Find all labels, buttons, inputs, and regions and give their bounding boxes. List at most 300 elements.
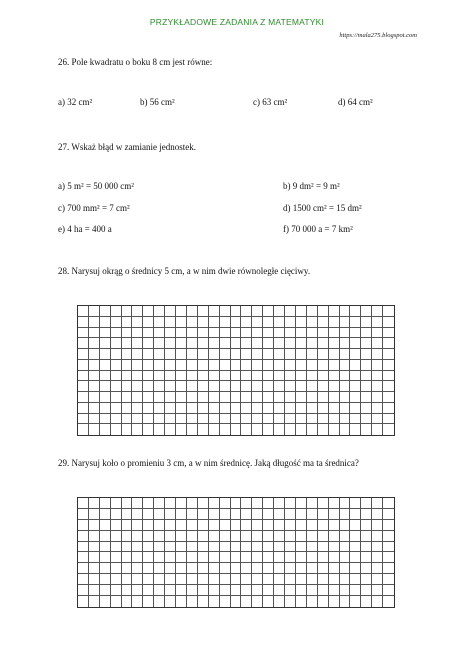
grid-cell bbox=[111, 542, 122, 553]
grid-cell bbox=[350, 509, 361, 520]
grid-cell bbox=[143, 552, 154, 563]
grid-cell bbox=[340, 349, 351, 360]
grid-cell bbox=[350, 531, 361, 542]
grid-cell bbox=[383, 563, 394, 574]
grid-cell bbox=[285, 552, 296, 563]
grid-cell bbox=[78, 392, 89, 403]
grid-cell bbox=[111, 574, 122, 585]
grid-cell bbox=[154, 563, 165, 574]
grid-cell bbox=[329, 360, 340, 371]
grid-cell bbox=[111, 403, 122, 414]
grid-cell bbox=[187, 520, 198, 531]
grid-cell bbox=[154, 381, 165, 392]
grid-cell bbox=[132, 542, 143, 553]
grid-cell bbox=[329, 349, 340, 360]
grid-cell bbox=[252, 349, 263, 360]
grid-cell bbox=[176, 542, 187, 553]
grid-cell bbox=[340, 574, 351, 585]
grid-cell bbox=[154, 317, 165, 328]
drawing-grid-q29[interactable] bbox=[77, 497, 395, 608]
q27-answer-d: d) 1500 cm² = 15 dm² bbox=[283, 203, 362, 213]
grid-cell bbox=[231, 349, 242, 360]
grid-cell bbox=[307, 360, 318, 371]
grid-cell bbox=[176, 414, 187, 425]
grid-cell bbox=[274, 414, 285, 425]
grid-cell bbox=[350, 349, 361, 360]
question-26-title: 26. Pole kwadratu o boku 8 cm jest równe: bbox=[58, 57, 213, 67]
grid-cell bbox=[296, 360, 307, 371]
grid-cell bbox=[176, 596, 187, 607]
grid-cell bbox=[329, 531, 340, 542]
grid-cell bbox=[209, 574, 220, 585]
grid-cell bbox=[241, 392, 252, 403]
grid-cell bbox=[187, 392, 198, 403]
grid-cell bbox=[252, 520, 263, 531]
grid-cell bbox=[143, 403, 154, 414]
grid-cell bbox=[122, 574, 133, 585]
grid-cell bbox=[241, 585, 252, 596]
grid-cell bbox=[361, 596, 372, 607]
grid-cell bbox=[274, 381, 285, 392]
grid-cell bbox=[187, 328, 198, 339]
grid-cell bbox=[132, 371, 143, 382]
grid-cell bbox=[78, 552, 89, 563]
grid-cell bbox=[350, 328, 361, 339]
grid-cell bbox=[132, 520, 143, 531]
grid-cell bbox=[307, 531, 318, 542]
grid-cell bbox=[143, 360, 154, 371]
grid-cell bbox=[154, 414, 165, 425]
grid-cell bbox=[78, 360, 89, 371]
grid-cell bbox=[209, 542, 220, 553]
grid-cell bbox=[154, 531, 165, 542]
grid-cell bbox=[165, 338, 176, 349]
grid-cell bbox=[111, 317, 122, 328]
grid-cell bbox=[296, 585, 307, 596]
q26-answer-c: c) 63 cm² bbox=[253, 97, 288, 107]
grid-cell bbox=[132, 498, 143, 509]
grid-cell bbox=[198, 574, 209, 585]
grid-cell bbox=[372, 585, 383, 596]
grid-cell bbox=[154, 306, 165, 317]
grid-cell bbox=[274, 498, 285, 509]
grid-cell bbox=[263, 596, 274, 607]
q26-answer-a: a) 32 cm² bbox=[58, 97, 93, 107]
drawing-grid-q28[interactable] bbox=[77, 305, 395, 436]
grid-cell bbox=[252, 328, 263, 339]
grid-cell bbox=[176, 552, 187, 563]
grid-cell bbox=[78, 371, 89, 382]
grid-cell bbox=[89, 552, 100, 563]
grid-cell bbox=[143, 531, 154, 542]
grid-cell bbox=[154, 596, 165, 607]
grid-cell bbox=[241, 403, 252, 414]
grid-cell bbox=[318, 371, 329, 382]
grid-cell bbox=[176, 531, 187, 542]
grid-cell bbox=[165, 585, 176, 596]
grid-cell bbox=[143, 392, 154, 403]
grid-cell bbox=[329, 596, 340, 607]
grid-cell bbox=[209, 520, 220, 531]
grid-cell bbox=[329, 585, 340, 596]
grid-cell bbox=[329, 306, 340, 317]
grid-cell bbox=[198, 403, 209, 414]
grid-cell bbox=[187, 338, 198, 349]
grid-cell bbox=[78, 381, 89, 392]
grid-cell bbox=[274, 531, 285, 542]
grid-cell bbox=[209, 403, 220, 414]
grid-cell bbox=[241, 371, 252, 382]
grid-cell bbox=[89, 574, 100, 585]
grid-cell bbox=[263, 509, 274, 520]
grid-cell bbox=[89, 403, 100, 414]
grid-cell bbox=[241, 520, 252, 531]
grid-cell bbox=[372, 317, 383, 328]
grid-cell bbox=[252, 509, 263, 520]
grid-cell bbox=[361, 338, 372, 349]
grid-cell bbox=[176, 424, 187, 435]
grid-cell bbox=[263, 542, 274, 553]
grid-cell bbox=[318, 552, 329, 563]
grid-cell bbox=[122, 552, 133, 563]
grid-cell bbox=[350, 371, 361, 382]
grid-cell bbox=[329, 509, 340, 520]
grid-cell bbox=[296, 563, 307, 574]
grid-cell bbox=[296, 520, 307, 531]
grid-cell bbox=[383, 338, 394, 349]
grid-cell bbox=[383, 360, 394, 371]
grid-cell bbox=[165, 306, 176, 317]
grid-cell bbox=[187, 349, 198, 360]
grid-cell bbox=[372, 552, 383, 563]
grid-cell bbox=[340, 403, 351, 414]
grid-cell bbox=[383, 520, 394, 531]
grid-cell bbox=[89, 542, 100, 553]
grid-cell bbox=[154, 328, 165, 339]
grid-cell bbox=[187, 360, 198, 371]
grid-cell bbox=[220, 338, 231, 349]
grid-cell bbox=[350, 498, 361, 509]
grid-cell bbox=[350, 552, 361, 563]
grid-cell bbox=[187, 509, 198, 520]
grid-cell bbox=[231, 306, 242, 317]
grid-cell bbox=[187, 531, 198, 542]
grid-cell bbox=[241, 542, 252, 553]
grid-cell bbox=[383, 552, 394, 563]
grid-cell bbox=[296, 414, 307, 425]
grid-cell bbox=[383, 317, 394, 328]
grid-cell bbox=[111, 509, 122, 520]
grid-cell bbox=[340, 328, 351, 339]
grid-cell bbox=[285, 317, 296, 328]
grid-cell bbox=[143, 371, 154, 382]
grid-cell bbox=[220, 563, 231, 574]
grid-cell bbox=[361, 317, 372, 328]
grid-cell bbox=[198, 509, 209, 520]
grid-cell bbox=[220, 531, 231, 542]
grid-cell bbox=[274, 563, 285, 574]
grid-cell bbox=[111, 424, 122, 435]
grid-cell bbox=[318, 328, 329, 339]
grid-cell bbox=[307, 317, 318, 328]
grid-cell bbox=[329, 552, 340, 563]
grid-cell bbox=[318, 381, 329, 392]
grid-cell bbox=[198, 392, 209, 403]
grid-cell bbox=[187, 585, 198, 596]
grid-cell bbox=[296, 403, 307, 414]
grid-cell bbox=[143, 328, 154, 339]
grid-cell bbox=[296, 596, 307, 607]
grid-cell bbox=[285, 498, 296, 509]
grid-cell bbox=[372, 424, 383, 435]
grid-cell bbox=[285, 349, 296, 360]
grid-cell bbox=[111, 392, 122, 403]
grid-cell bbox=[220, 381, 231, 392]
grid-cell bbox=[122, 509, 133, 520]
grid-cell bbox=[154, 424, 165, 435]
grid-cell bbox=[89, 306, 100, 317]
grid-cell bbox=[209, 381, 220, 392]
grid-cell bbox=[296, 338, 307, 349]
grid-cell bbox=[198, 306, 209, 317]
grid-cell bbox=[340, 585, 351, 596]
grid-cell bbox=[111, 498, 122, 509]
grid-cell bbox=[154, 520, 165, 531]
grid-cell bbox=[165, 552, 176, 563]
grid-cell bbox=[340, 424, 351, 435]
grid-cell bbox=[122, 563, 133, 574]
grid-cell bbox=[187, 317, 198, 328]
grid-cell bbox=[252, 414, 263, 425]
grid-cell bbox=[285, 403, 296, 414]
grid-cell bbox=[198, 338, 209, 349]
grid-cell bbox=[296, 424, 307, 435]
grid-cell bbox=[122, 381, 133, 392]
grid-cell bbox=[263, 531, 274, 542]
grid-cell bbox=[100, 563, 111, 574]
grid-cell bbox=[122, 371, 133, 382]
grid-cell bbox=[132, 574, 143, 585]
grid-cell bbox=[285, 585, 296, 596]
q27-answer-e: e) 4 ha = 400 a bbox=[58, 224, 112, 234]
grid-cell bbox=[296, 349, 307, 360]
grid-cell bbox=[220, 328, 231, 339]
grid-cell bbox=[263, 424, 274, 435]
grid-cell bbox=[231, 403, 242, 414]
grid-cell bbox=[263, 338, 274, 349]
grid-cell bbox=[307, 371, 318, 382]
grid-cell bbox=[231, 317, 242, 328]
grid-cell bbox=[89, 338, 100, 349]
grid-cell bbox=[263, 574, 274, 585]
grid-cell bbox=[350, 306, 361, 317]
grid-cell bbox=[209, 392, 220, 403]
grid-cell bbox=[143, 338, 154, 349]
grid-cell bbox=[220, 574, 231, 585]
grid-cell bbox=[274, 542, 285, 553]
grid-cell bbox=[307, 381, 318, 392]
grid-cell bbox=[263, 392, 274, 403]
grid-cell bbox=[100, 424, 111, 435]
grid-cell bbox=[231, 563, 242, 574]
grid-cell bbox=[165, 424, 176, 435]
question-27-title: 27. Wskaż błąd w zamianie jednostek. bbox=[58, 142, 197, 152]
grid-cell bbox=[154, 498, 165, 509]
grid-cell bbox=[350, 542, 361, 553]
grid-cell bbox=[209, 328, 220, 339]
grid-cell bbox=[340, 596, 351, 607]
grid-cell bbox=[274, 371, 285, 382]
grid-cell bbox=[263, 317, 274, 328]
grid-cell bbox=[318, 520, 329, 531]
grid-cell bbox=[361, 585, 372, 596]
grid-cell bbox=[285, 520, 296, 531]
grid-cell bbox=[132, 338, 143, 349]
grid-cell bbox=[241, 552, 252, 563]
grid-cell bbox=[263, 360, 274, 371]
grid-cell bbox=[318, 360, 329, 371]
grid-cell bbox=[154, 360, 165, 371]
grid-cell bbox=[176, 585, 187, 596]
grid-cell bbox=[285, 338, 296, 349]
grid-cell bbox=[187, 424, 198, 435]
grid-cell bbox=[209, 596, 220, 607]
grid-cell bbox=[263, 328, 274, 339]
grid-cell bbox=[263, 349, 274, 360]
grid-cell bbox=[89, 328, 100, 339]
grid-cell bbox=[318, 574, 329, 585]
grid-cell bbox=[165, 563, 176, 574]
grid-cell bbox=[111, 306, 122, 317]
grid-cell bbox=[165, 360, 176, 371]
grid-cell bbox=[220, 509, 231, 520]
grid-cell bbox=[383, 403, 394, 414]
grid-cell bbox=[209, 531, 220, 542]
grid-cell bbox=[329, 520, 340, 531]
grid-cell bbox=[122, 328, 133, 339]
grid-cell bbox=[187, 498, 198, 509]
grid-cell bbox=[241, 498, 252, 509]
grid-cell bbox=[383, 371, 394, 382]
grid-cell bbox=[100, 338, 111, 349]
grid-cell bbox=[372, 306, 383, 317]
grid-cell bbox=[285, 531, 296, 542]
grid-cell bbox=[100, 542, 111, 553]
grid-cell bbox=[132, 596, 143, 607]
grid-cell bbox=[143, 574, 154, 585]
grid-cell bbox=[318, 403, 329, 414]
grid-cell bbox=[122, 520, 133, 531]
grid-cell bbox=[100, 360, 111, 371]
grid-cell bbox=[318, 509, 329, 520]
grid-cell bbox=[329, 574, 340, 585]
grid-cell bbox=[198, 414, 209, 425]
grid-cell bbox=[252, 424, 263, 435]
grid-cell bbox=[165, 520, 176, 531]
grid-cell bbox=[350, 338, 361, 349]
grid-cell bbox=[361, 392, 372, 403]
grid-cell bbox=[340, 317, 351, 328]
grid-cell bbox=[307, 424, 318, 435]
grid-cell bbox=[89, 585, 100, 596]
grid-cell bbox=[340, 498, 351, 509]
grid-cell bbox=[361, 498, 372, 509]
grid-cell bbox=[372, 563, 383, 574]
grid-cell bbox=[143, 424, 154, 435]
grid-cell bbox=[89, 414, 100, 425]
grid-cell bbox=[383, 349, 394, 360]
grid-cell bbox=[372, 498, 383, 509]
grid-cell bbox=[165, 381, 176, 392]
grid-cell bbox=[329, 371, 340, 382]
grid-cell bbox=[154, 585, 165, 596]
grid-cell bbox=[231, 542, 242, 553]
grid-cell bbox=[285, 424, 296, 435]
grid-cell bbox=[350, 520, 361, 531]
grid-cell bbox=[340, 360, 351, 371]
grid-cell bbox=[383, 414, 394, 425]
grid-cell bbox=[318, 585, 329, 596]
grid-cell bbox=[307, 414, 318, 425]
grid-cell bbox=[89, 349, 100, 360]
grid-cell bbox=[165, 328, 176, 339]
grid-cell bbox=[241, 414, 252, 425]
grid-cell bbox=[132, 349, 143, 360]
grid-cell bbox=[111, 552, 122, 563]
grid-cell bbox=[307, 306, 318, 317]
grid-cell bbox=[132, 563, 143, 574]
grid-cell bbox=[372, 596, 383, 607]
grid-cell bbox=[209, 371, 220, 382]
grid-cell bbox=[111, 563, 122, 574]
grid-cell bbox=[296, 531, 307, 542]
grid-cell bbox=[122, 360, 133, 371]
grid-cell bbox=[372, 520, 383, 531]
grid-cell bbox=[252, 403, 263, 414]
grid-cell bbox=[340, 520, 351, 531]
grid-cell bbox=[285, 574, 296, 585]
grid-cell bbox=[187, 414, 198, 425]
grid-cell bbox=[89, 563, 100, 574]
grid-cell bbox=[296, 328, 307, 339]
grid-cell bbox=[78, 596, 89, 607]
grid-cell bbox=[122, 498, 133, 509]
page-header bbox=[0, 17, 474, 39]
grid-cell bbox=[176, 520, 187, 531]
grid-cell bbox=[122, 403, 133, 414]
grid-cell bbox=[231, 328, 242, 339]
grid-cell bbox=[252, 317, 263, 328]
grid-cell bbox=[318, 317, 329, 328]
grid-cell bbox=[252, 596, 263, 607]
grid-cell bbox=[165, 403, 176, 414]
grid-cell bbox=[252, 371, 263, 382]
grid-cell bbox=[307, 328, 318, 339]
grid-cell bbox=[296, 371, 307, 382]
grid-cell bbox=[198, 317, 209, 328]
grid-cell bbox=[231, 520, 242, 531]
grid-cell bbox=[274, 509, 285, 520]
grid-cell bbox=[241, 424, 252, 435]
grid-cell bbox=[89, 520, 100, 531]
grid-cell bbox=[198, 563, 209, 574]
grid-cell bbox=[252, 574, 263, 585]
grid-cell bbox=[122, 542, 133, 553]
grid-cell bbox=[307, 349, 318, 360]
grid-cell bbox=[209, 414, 220, 425]
grid-cell bbox=[241, 596, 252, 607]
grid-cell bbox=[220, 306, 231, 317]
